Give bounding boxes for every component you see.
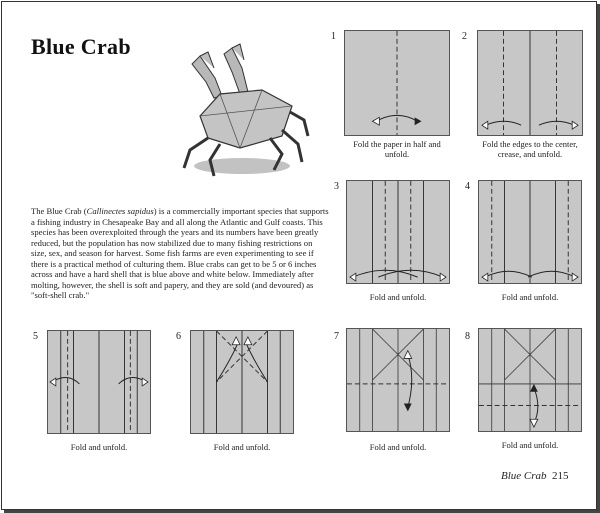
- step-3-diagram: [346, 180, 450, 284]
- step-8-diagram: [478, 328, 582, 432]
- step-caption: Fold and unfold.: [369, 292, 427, 302]
- step-caption: Fold and unfold.: [369, 442, 427, 452]
- step-number: 2: [462, 31, 467, 42]
- step-5-diagram: [47, 330, 151, 434]
- page-number: 215: [552, 470, 569, 482]
- step-number: 1: [331, 31, 336, 42]
- step-number: 7: [334, 331, 339, 342]
- step-2-diagram: [477, 30, 583, 136]
- step-caption: Fold and unfold.: [501, 292, 559, 302]
- crab-description: The Blue Crab (Callinectes sapidus) is a commercially important species that supports a fishing industry in Chesapeake Bay and all along the Atlantic and Gulf coasts. This species has been overexploited through the years and its numbers have been greatly reduced, but the population has now stabilized due to many fishing restrictions on size, sex, and season for harvest. Some fish farms are even experimenting to see if there is a practical method of culturing them. Blue crabs can get to be 5 or 6 inches across and have a hard shell that is blue above and white below. Immediately after molting, however, the shell is soft and papery, and they are sold (and devoured) as "soft-shell crab.": [31, 206, 329, 300]
- step-7-diagram: [346, 328, 450, 432]
- step-caption: Fold and unfold.: [70, 442, 128, 452]
- step-number: 8: [465, 331, 470, 342]
- footer-title: Blue Crab: [501, 470, 547, 482]
- step-6-diagram: [190, 330, 294, 434]
- step-caption: Fold the edges to the center, crease, and unfold.: [482, 139, 578, 159]
- step-number: 4: [465, 181, 470, 192]
- step-number: 3: [334, 181, 339, 192]
- step-1-diagram: [344, 30, 450, 136]
- step-4-diagram: [478, 180, 582, 284]
- step-caption: Fold and unfold.: [501, 440, 559, 450]
- page-title: Blue Crab: [31, 34, 131, 59]
- step-caption: Fold the paper in half and unfold.: [353, 139, 441, 159]
- step-caption: Fold and unfold.: [213, 442, 271, 452]
- page-footer: [501, 470, 569, 482]
- step-number: 5: [33, 331, 38, 342]
- step-number: 6: [176, 331, 181, 342]
- crab-illustration: [170, 38, 310, 188]
